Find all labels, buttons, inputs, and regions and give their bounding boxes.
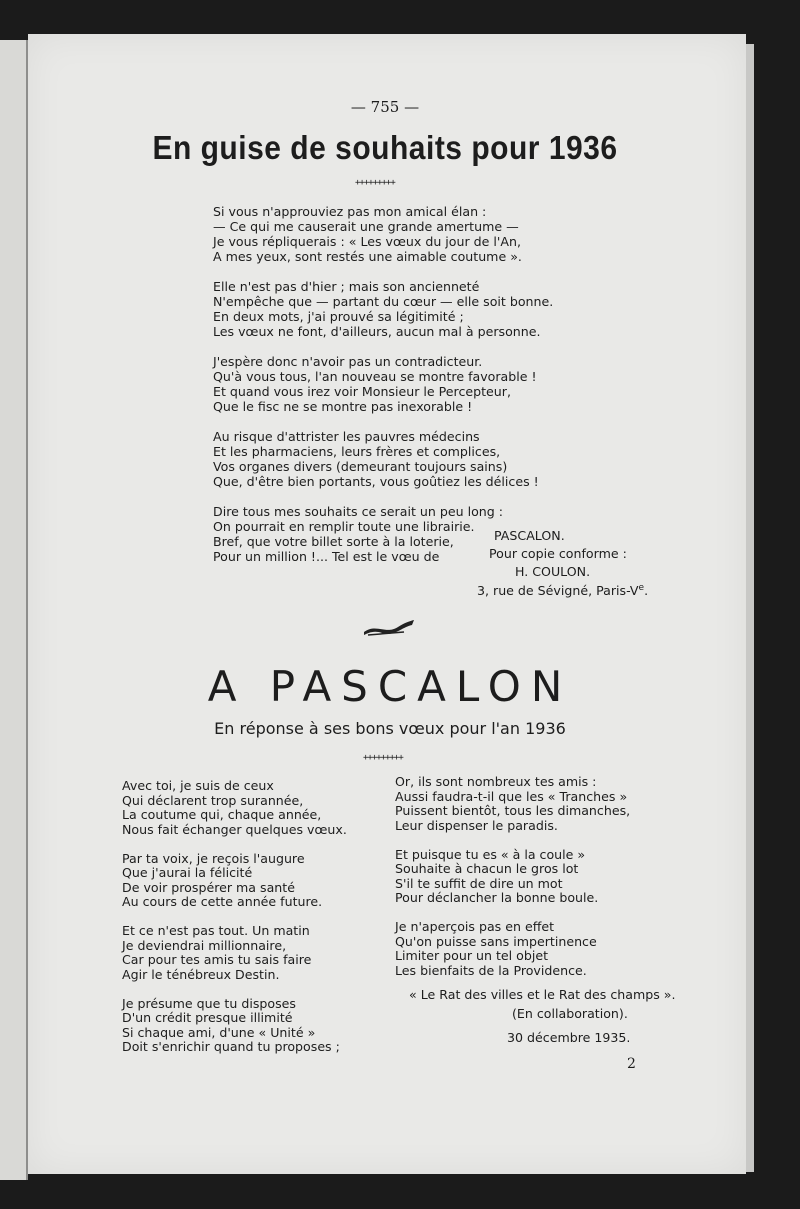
verse-line: Au risque d'attrister les pauvres médecins xyxy=(213,429,480,444)
verse-line: Et puisque tu es « à la coule » xyxy=(395,846,586,862)
verse-line: En deux mots, j'ai prouvé sa légitimité ; xyxy=(213,309,464,324)
verse-line: Dire tous mes souhaits ce serait un peu long : xyxy=(213,504,504,519)
page-number: — 755 — xyxy=(350,98,420,116)
poem-date: 30 décembre 1935. xyxy=(507,1030,631,1045)
verse-line: Avec toi, je suis de ceux xyxy=(122,778,274,793)
stanza xyxy=(395,775,630,833)
stanza xyxy=(122,779,347,837)
verse-line: Les vœux ne font, d'ailleurs, aucun mal à personne. xyxy=(213,324,541,339)
poem-attribution: « Le Rat des villes et le Rat des champs ». xyxy=(409,987,676,1002)
verse-line: Par ta voix, je reçois l'augure xyxy=(122,850,305,866)
verse-line: Que j'aurai la félicité xyxy=(122,865,253,880)
verse-line: Et quand vous irez voir Monsieur le Percepteur, xyxy=(213,384,511,399)
stanza xyxy=(122,924,347,982)
verse-line: Doit s'enrichir quand tu proposes ; xyxy=(122,1039,340,1054)
verse-line: Si vous n'approuviez pas mon amical élan : xyxy=(213,204,487,219)
verse-line: La coutume qui, chaque année, xyxy=(122,807,322,822)
verse-line: S'il te suffit de dire un mot xyxy=(395,875,563,891)
verse-line: Je deviendrai millionnaire, xyxy=(122,937,287,953)
author-signature: PASCALON. xyxy=(494,528,565,543)
copy-note: Pour copie conforme : xyxy=(489,546,627,561)
poem-reponse-left-column xyxy=(122,779,347,1069)
verse-line: Aussi faudra-t-il que les « Tranches » xyxy=(395,788,628,804)
verse-line: Et ce n'est pas tout. Un matin xyxy=(122,923,310,938)
stanza xyxy=(213,429,553,489)
verse-line: Pour un million !... Tel est le vœu de xyxy=(213,549,440,564)
article-title: En guise de souhaits pour 1936 xyxy=(152,129,618,167)
verse-line: Leur dispenser le paradis. xyxy=(395,817,558,833)
verse-line: Je vous répliquerais : « Les vœux du jour de l'An, xyxy=(213,234,521,249)
stanza xyxy=(395,920,630,978)
stanza xyxy=(395,848,630,906)
verse-line: Qui déclarent trop surannée, xyxy=(122,792,304,808)
verse-line: Or, ils sont nombreux tes amis : xyxy=(395,774,597,789)
verse-line: Vos organes divers (demeurant toujours sains) xyxy=(213,459,508,474)
stanza xyxy=(213,354,553,414)
verse-line: Qu'on puisse sans impertinence xyxy=(395,933,597,949)
poem-souhaits xyxy=(213,204,553,579)
verse-line: Qu'à vous tous, l'an nouveau se montre favorable ! xyxy=(213,369,537,384)
verse-line: Puissent bientôt, tous les dimanches, xyxy=(395,803,631,818)
verse-line: Elle n'est pas d'hier ; mais son ancienneté xyxy=(213,279,480,294)
verse-line: De voir prospérer ma santé xyxy=(122,879,295,895)
swash-ornament-icon xyxy=(360,617,416,643)
verse-line: Au cours de cette année future. xyxy=(122,894,323,909)
article-title: A PASCALON xyxy=(207,662,573,711)
verse-line: N'empêche que — partant du cœur — elle soit bonne. xyxy=(213,294,554,309)
copier-address xyxy=(477,583,648,598)
verse-line: Je présume que tu disposes xyxy=(122,995,296,1011)
poem-reponse-right-column xyxy=(395,775,630,993)
address-text: 3, rue de Sévigné, Paris-V xyxy=(477,583,639,599)
verse-line: Car pour tes amis tu sais faire xyxy=(122,952,312,967)
verse-line: Si chaque ami, d'une « Unité » xyxy=(122,1024,316,1040)
article-subtitle: En réponse à ses bons vœux pour l'an 1936 xyxy=(214,719,566,738)
page-stack-edge xyxy=(746,44,754,1172)
verse-line: Souhaite à chacun le gros lot xyxy=(395,861,579,876)
verse-line: Je n'aperçois pas en effet xyxy=(395,919,555,934)
copier-name: H. COULON. xyxy=(515,564,591,579)
address-superscript: e xyxy=(638,583,645,593)
title-ornament: +++++++++ xyxy=(363,753,403,763)
verse-line: On pourrait en remplir toute une librairie. xyxy=(213,519,475,534)
verse-line: Les bienfaits de la Providence. xyxy=(395,962,587,978)
stanza xyxy=(213,204,553,264)
verse-line: Bref, que votre billet sorte à la loterie, xyxy=(213,534,454,549)
verse-line: A mes yeux, sont restés une aimable coutume ». xyxy=(213,249,522,264)
verse-line: — Ce qui me causerait une grande amertume — xyxy=(213,219,519,234)
address-end: . xyxy=(644,583,649,599)
verse-line: Et les pharmaciens, leurs frères et complices, xyxy=(213,444,501,459)
verse-line: Agir le ténébreux Destin. xyxy=(122,966,280,982)
verse-line: Pour déclancher la bonne boule. xyxy=(395,890,599,905)
stanza xyxy=(122,852,347,910)
verse-line: D'un crédit presque illimité xyxy=(122,1010,293,1025)
signature-mark: 2 xyxy=(627,1056,636,1072)
verse-line: Nous fait échanger quelques vœux. xyxy=(122,821,347,837)
stanza xyxy=(122,997,347,1055)
stanza xyxy=(213,279,553,339)
title-ornament: +++++++++ xyxy=(355,178,395,188)
collaboration-note: (En collaboration). xyxy=(512,1006,628,1021)
verse-line: Limiter pour un tel objet xyxy=(395,948,549,963)
verse-line: Que le fisc ne se montre pas inexorable ! xyxy=(213,399,473,414)
verse-line: J'espère donc n'avoir pas un contradicteur. xyxy=(213,354,483,369)
verse-line: Que, d'être bien portants, vous goûtiez les délices ! xyxy=(213,474,539,489)
facing-page-edge xyxy=(0,40,28,1180)
